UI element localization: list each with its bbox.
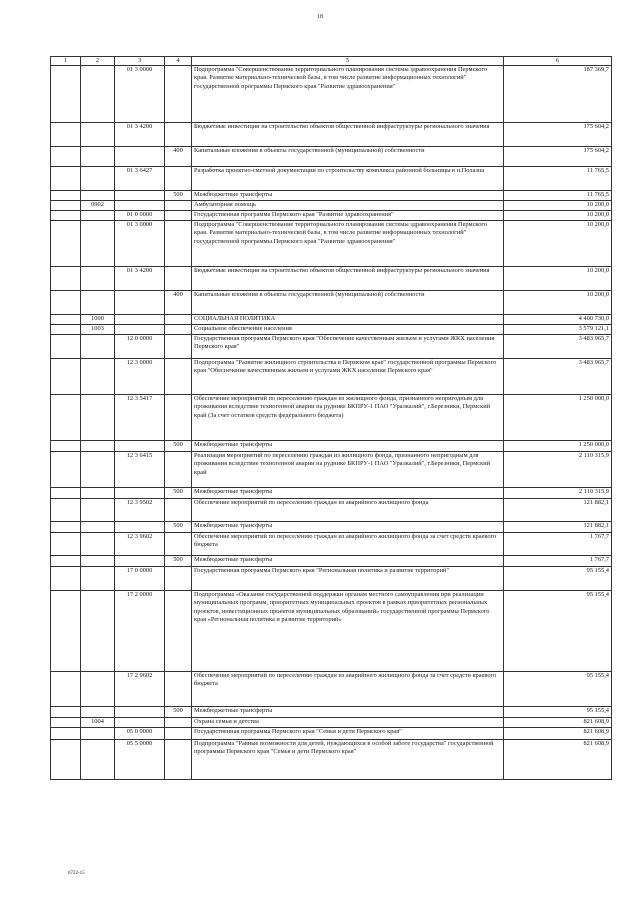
cell-section — [51, 66, 81, 123]
cell-expense-type: 400 — [165, 147, 192, 167]
cell-amount: 10 200,0 — [504, 291, 612, 315]
cell-description: Подпрограмма "Равные возможности для детей, нуждающихся в особой заботе государства" государственной программы Пермского края "Семья и дети Пермского края" — [192, 740, 504, 780]
cell-amount: 2 110 315,9 — [504, 488, 612, 499]
cell-description: Социальное обеспечение населения — [192, 325, 504, 335]
table-row — [51, 452, 612, 488]
cell-amount: 11 765,5 — [504, 191, 612, 201]
cell-description: Капитальные вложения в объекты государственной (муниципальной) собственности — [192, 147, 504, 167]
cell-expense-type — [165, 221, 192, 267]
table-row — [51, 201, 612, 211]
cell-target-code: 17 2 0000 — [115, 591, 165, 672]
cell-section — [51, 452, 81, 488]
cell-amount: 821 608,9 — [504, 728, 612, 740]
cell-expense-type — [165, 672, 192, 707]
cell-subsection — [81, 441, 115, 452]
cell-section — [51, 522, 81, 533]
table-row — [51, 567, 612, 591]
cell-expense-type: 500 — [165, 556, 192, 567]
cell-expense-type — [165, 267, 192, 291]
cell-amount: 1 767,7 — [504, 556, 612, 567]
cell-target-code — [115, 488, 165, 499]
cell-amount: 95 155,4 — [504, 591, 612, 672]
cell-section — [51, 123, 81, 147]
cell-amount: 95 155,4 — [504, 672, 612, 707]
cell-expense-type: 400 — [165, 291, 192, 315]
cell-amount: 121 882,1 — [504, 499, 612, 522]
cell-target-code — [115, 315, 165, 325]
table-row — [51, 315, 612, 325]
cell-amount: 4 400 730,0 — [504, 315, 612, 325]
cell-description: Реализация мероприятий по переселению граждан из жилищного фонда, признанного непригодным для проживания вследствие техногенной аварии на руднике БКПРУ-1 ПАО "Уралкалий", г.Березники, Пермский край — [192, 452, 504, 488]
cell-subsection — [81, 191, 115, 201]
footer-code: 6722-15 — [68, 871, 85, 876]
cell-subsection — [81, 359, 115, 395]
cell-target-code: 05 5 0000 — [115, 740, 165, 780]
table-row — [51, 147, 612, 167]
cell-amount: 3 483 965,7 — [504, 359, 612, 395]
cell-section — [51, 740, 81, 780]
cell-amount: 1 767,7 — [504, 533, 612, 556]
cell-amount: 10 200,0 — [504, 221, 612, 267]
table-row — [51, 291, 612, 315]
cell-section — [51, 591, 81, 672]
cell-description: Межбюджетные трансферты — [192, 522, 504, 533]
cell-target-code — [115, 522, 165, 533]
cell-amount: 821 608,9 — [504, 718, 612, 728]
header-col-4: 4 — [165, 57, 192, 66]
cell-expense-type — [165, 123, 192, 147]
cell-subsection — [81, 488, 115, 499]
cell-target-code — [115, 325, 165, 335]
cell-description: Подпрограмма "Совершенствование территориального планирования системы здравоохранения Пермского края. Развитие материально-технической базы, в том числе развитие информационных технологий" государственной программы Пермского края "Развитие здравоохранения" — [192, 221, 504, 267]
cell-subsection — [81, 221, 115, 267]
table-row — [51, 591, 612, 672]
cell-subsection: 1000 — [81, 315, 115, 325]
cell-description: Межбюджетные трансферты — [192, 441, 504, 452]
header-col-2: 2 — [81, 57, 115, 66]
cell-target-code — [115, 556, 165, 567]
cell-expense-type: 500 — [165, 441, 192, 452]
cell-description: Государственная программа Пермского края "Семья и дети Пермского края" — [192, 728, 504, 740]
cell-section — [51, 211, 81, 221]
cell-section — [51, 167, 81, 191]
table-row — [51, 267, 612, 291]
cell-amount: 187 369,7 — [504, 66, 612, 123]
cell-target-code: 17 2 9602 — [115, 672, 165, 707]
cell-subsection: 1004 — [81, 718, 115, 728]
cell-target-code: 01 0 0000 — [115, 211, 165, 221]
cell-expense-type — [165, 359, 192, 395]
cell-target-code: 01 3 4200 — [115, 123, 165, 147]
cell-description: Бюджетные инвестиции на строительство объектов общественной инфраструктуры регионального значения — [192, 123, 504, 147]
cell-description: Межбюджетные трансферты — [192, 191, 504, 201]
header-col-1: 1 — [51, 57, 81, 66]
cell-subsection — [81, 66, 115, 123]
cell-target-code — [115, 201, 165, 211]
cell-amount: 175 604,2 — [504, 147, 612, 167]
cell-expense-type — [165, 325, 192, 335]
cell-amount: 95 155,4 — [504, 567, 612, 591]
cell-section — [51, 441, 81, 452]
cell-subsection — [81, 211, 115, 221]
cell-description: Обеспечение мероприятий по переселению граждан из аварийного жилищного фонда — [192, 499, 504, 522]
cell-subsection — [81, 499, 115, 522]
page-number: 18 — [317, 14, 323, 20]
table-row — [51, 672, 612, 707]
cell-description: Обеспечение мероприятий по переселению граждан из аварийного жилищного фонда за счет средств краевого бюджета — [192, 672, 504, 707]
cell-section — [51, 707, 81, 718]
cell-target-code: 17 0 0000 — [115, 567, 165, 591]
cell-amount: 10 200,0 — [504, 267, 612, 291]
budget-table — [50, 56, 612, 780]
cell-expense-type: 500 — [165, 191, 192, 201]
cell-expense-type — [165, 395, 192, 441]
table-row — [51, 167, 612, 191]
table-row — [51, 499, 612, 522]
cell-description: Обеспечение мероприятий по переселению граждан из жилищного фонда, признанного непригодным для проживания вследствие техногенной аварии на руднике БКПРУ-1 ПАО "Уралкалий", г.Березники, Пермский край (За счет остатков средств федерального бюджета) — [192, 395, 504, 441]
cell-section — [51, 315, 81, 325]
cell-section — [51, 672, 81, 707]
cell-description: Государственная программа Пермского края "Обеспечение качественным жильем и услугами ЖКХ населения Пермского края" — [192, 335, 504, 359]
cell-description: Подпрограмма "Развитие жилищного строительства в Пермском крае" государственной программы Пермского края "Обеспечение качественным жильем и услугами ЖКХ населения Пермского края" — [192, 359, 504, 395]
cell-expense-type — [165, 591, 192, 672]
cell-target-code: 12 3 9502 — [115, 499, 165, 522]
cell-target-code: 01 3 0000 — [115, 66, 165, 123]
cell-amount: 11 765,5 — [504, 167, 612, 191]
table-row — [51, 740, 612, 780]
cell-subsection — [81, 522, 115, 533]
cell-section — [51, 291, 81, 315]
table-row — [51, 395, 612, 441]
cell-amount: 95 155,4 — [504, 707, 612, 718]
cell-expense-type — [165, 167, 192, 191]
cell-section — [51, 499, 81, 522]
cell-amount: 10 200,0 — [504, 211, 612, 221]
cell-target-code: 01 3 6427 — [115, 167, 165, 191]
cell-expense-type — [165, 315, 192, 325]
cell-description: Амбулаторная помощь — [192, 201, 504, 211]
cell-expense-type — [165, 211, 192, 221]
cell-description: Обеспечение мероприятий по переселению граждан из аварийного жилищного фонда за счет средств краевого бюджета — [192, 533, 504, 556]
table-header-row — [51, 57, 612, 66]
cell-target-code — [115, 147, 165, 167]
cell-section — [51, 201, 81, 211]
cell-section — [51, 488, 81, 499]
header-col-3: 3 — [115, 57, 165, 66]
cell-target-code — [115, 707, 165, 718]
cell-subsection — [81, 567, 115, 591]
cell-description: Государственная программа Пермского края "Развитие здравоохранения" — [192, 211, 504, 221]
table-row — [51, 66, 612, 123]
cell-subsection — [81, 452, 115, 488]
table-row — [51, 325, 612, 335]
cell-amount: 1 250 000,0 — [504, 441, 612, 452]
header-col-5: 5 — [192, 57, 504, 66]
cell-section — [51, 567, 81, 591]
cell-amount: 2 110 315,9 — [504, 452, 612, 488]
cell-subsection — [81, 335, 115, 359]
table-row — [51, 522, 612, 533]
cell-amount: 175 604,2 — [504, 123, 612, 147]
cell-amount: 3 579 121,1 — [504, 325, 612, 335]
cell-subsection — [81, 123, 115, 147]
cell-section — [51, 267, 81, 291]
cell-amount: 1 250 000,0 — [504, 395, 612, 441]
table-row — [51, 707, 612, 718]
cell-expense-type: 500 — [165, 707, 192, 718]
cell-amount: 121 882,1 — [504, 522, 612, 533]
cell-subsection — [81, 533, 115, 556]
cell-expense-type — [165, 499, 192, 522]
cell-subsection — [81, 672, 115, 707]
cell-description: Государственная программа Пермского края "Региональная политика и развитие территорий" — [192, 567, 504, 591]
cell-expense-type — [165, 718, 192, 728]
header-col-6: 6 — [504, 57, 612, 66]
cell-description: Межбюджетные трансферты — [192, 556, 504, 567]
cell-subsection — [81, 740, 115, 780]
cell-target-code: 12 3 5417 — [115, 395, 165, 441]
cell-target-code — [115, 191, 165, 201]
cell-section — [51, 556, 81, 567]
cell-description: Межбюджетные трансферты — [192, 707, 504, 718]
table-row — [51, 441, 612, 452]
table-row — [51, 556, 612, 567]
cell-subsection — [81, 556, 115, 567]
cell-subsection — [81, 167, 115, 191]
cell-target-code: 01 3 4200 — [115, 267, 165, 291]
cell-expense-type — [165, 567, 192, 591]
cell-target-code — [115, 718, 165, 728]
cell-expense-type — [165, 335, 192, 359]
cell-description: Подпрограмма «Оказание государственной поддержки органам местного самоуправления при реализации муниципальных программ, приоритетных муниципальных проектов в рамках приоритетных региональных проектов, инвестиционных проектов муниципальных образований» государственной программы Пермского края «Региональная политика и развитие территорий» — [192, 591, 504, 672]
cell-section — [51, 718, 81, 728]
cell-description: СОЦИАЛЬНАЯ ПОЛИТИКА — [192, 315, 504, 325]
cell-expense-type — [165, 728, 192, 740]
cell-target-code — [115, 441, 165, 452]
cell-expense-type: 500 — [165, 488, 192, 499]
table-row — [51, 728, 612, 740]
cell-expense-type — [165, 740, 192, 780]
cell-expense-type — [165, 66, 192, 123]
cell-section — [51, 728, 81, 740]
cell-subsection: 0902 — [81, 201, 115, 211]
cell-expense-type — [165, 201, 192, 211]
cell-subsection — [81, 395, 115, 441]
table-row — [51, 221, 612, 267]
cell-target-code: 12 3 6415 — [115, 452, 165, 488]
cell-subsection — [81, 267, 115, 291]
cell-description: Бюджетные инвестиции на строительство объектов общественной инфраструктуры регионального значения — [192, 267, 504, 291]
table-row — [51, 335, 612, 359]
cell-section — [51, 191, 81, 201]
table-row — [51, 123, 612, 147]
cell-section — [51, 147, 81, 167]
cell-subsection — [81, 147, 115, 167]
cell-section — [51, 359, 81, 395]
table-row — [51, 211, 612, 221]
cell-target-code: 05 0 0000 — [115, 728, 165, 740]
cell-target-code — [115, 291, 165, 315]
cell-expense-type — [165, 533, 192, 556]
cell-subsection — [81, 728, 115, 740]
cell-description: Межбюджетные трансферты — [192, 488, 504, 499]
cell-target-code: 12 3 9602 — [115, 533, 165, 556]
cell-amount: 3 483 965,7 — [504, 335, 612, 359]
cell-target-code: 12 0 0000 — [115, 335, 165, 359]
table-row — [51, 533, 612, 556]
cell-section — [51, 395, 81, 441]
cell-expense-type: 500 — [165, 522, 192, 533]
cell-description: Охрана семьи и детства — [192, 718, 504, 728]
cell-subsection — [81, 591, 115, 672]
cell-section — [51, 335, 81, 359]
cell-section — [51, 221, 81, 267]
table-row — [51, 718, 612, 728]
cell-amount: 10 200,0 — [504, 201, 612, 211]
cell-subsection: 1003 — [81, 325, 115, 335]
cell-amount: 821 608,9 — [504, 740, 612, 780]
cell-target-code: 12 3 0000 — [115, 359, 165, 395]
cell-description: Подпрограмма "Совершенствование территориального планирования системы здравоохранения Пермского края. Развитие материально-технической базы, в том числе развитие информационных технологий" государственной программы Пермского края "Развитие здравоохранения" — [192, 66, 504, 123]
cell-description: Разработка проектно-сметной документации по строительству комплекса районной больницы в п.Полазна — [192, 167, 504, 191]
cell-subsection — [81, 291, 115, 315]
table-row — [51, 191, 612, 201]
table-row — [51, 488, 612, 499]
cell-expense-type — [165, 452, 192, 488]
cell-target-code: 01 3 0000 — [115, 221, 165, 267]
cell-section — [51, 325, 81, 335]
cell-section — [51, 533, 81, 556]
cell-subsection — [81, 707, 115, 718]
table-row — [51, 359, 612, 395]
cell-description: Капитальные вложения в объекты государственной (муниципальной) собственности — [192, 291, 504, 315]
